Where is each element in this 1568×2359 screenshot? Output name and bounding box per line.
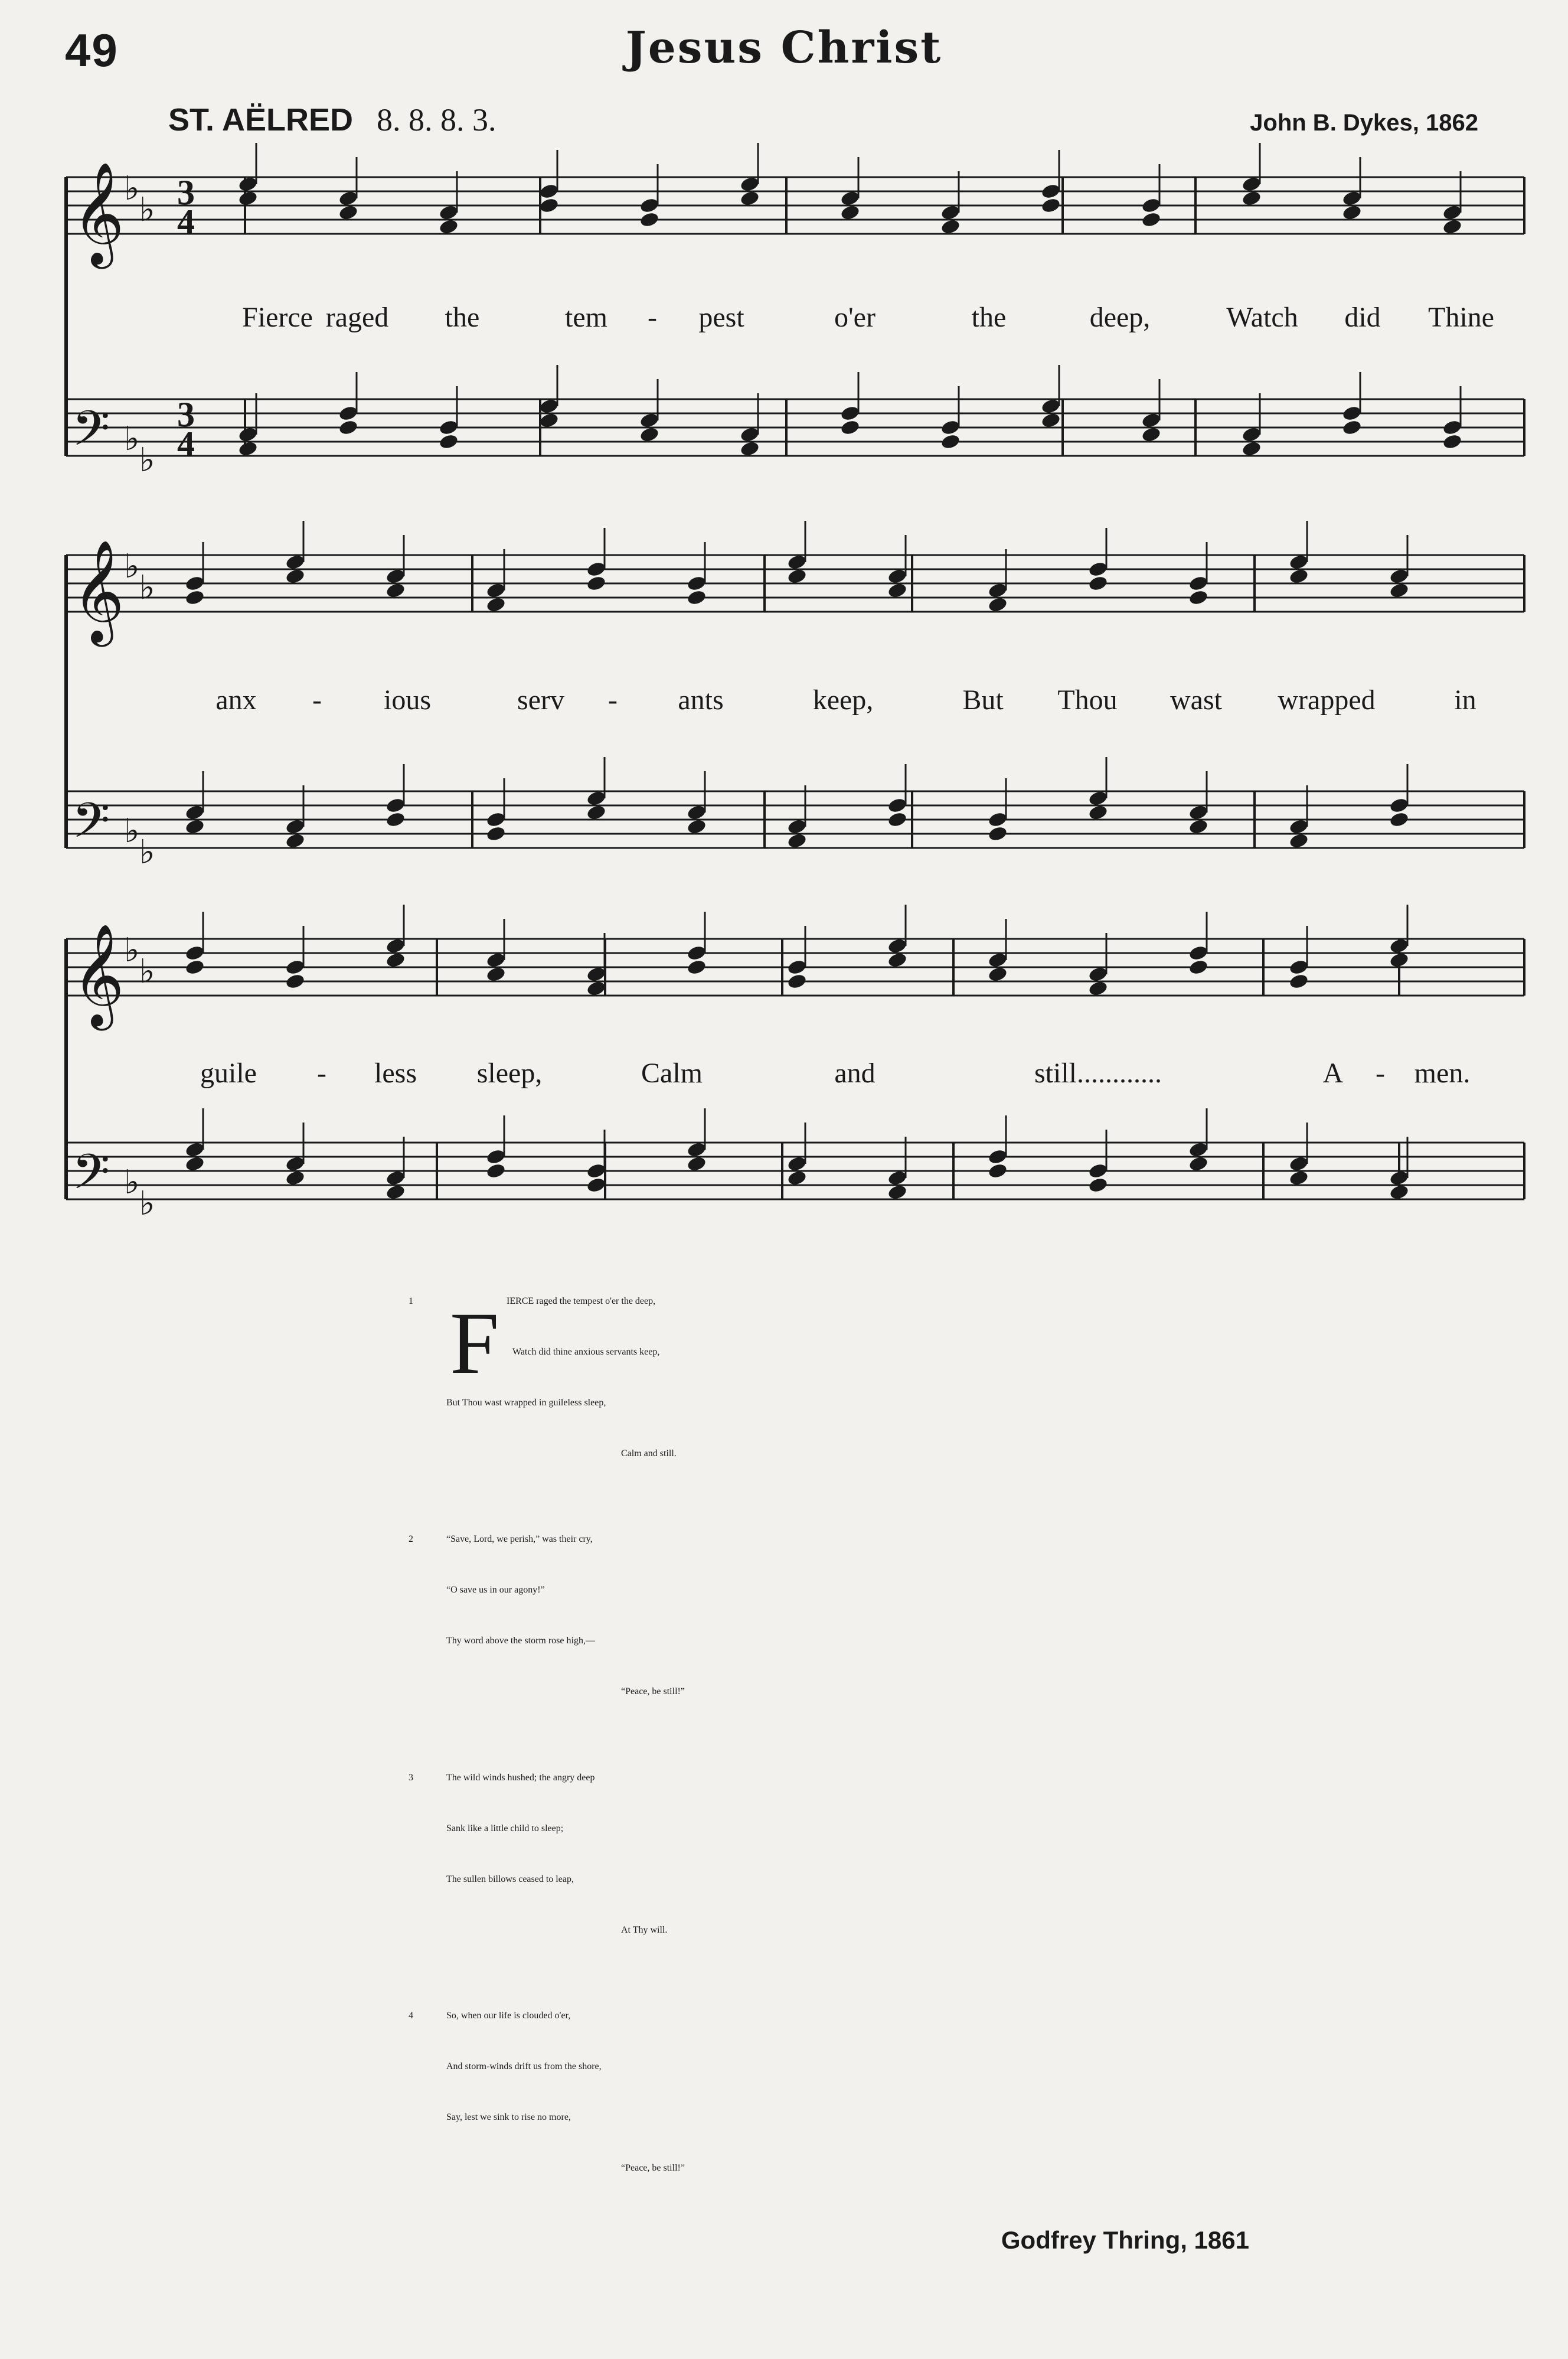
notehead: [285, 958, 305, 975]
notehead: [1389, 811, 1409, 828]
notehead: [1141, 412, 1161, 429]
verse-line: But Thou wast wrapped in guileless sleep,: [446, 1398, 606, 1408]
notehead: [586, 804, 606, 821]
notehead: [1341, 404, 1362, 422]
lyric-syllable: did: [1344, 302, 1381, 333]
flat-sign: ♭: [124, 1163, 140, 1202]
notehead: [1188, 575, 1208, 592]
notehead: [940, 419, 961, 436]
verse-line: Thy word above the storm rose high,—: [446, 1636, 595, 1646]
notehead: [485, 811, 506, 828]
notehead: [285, 973, 305, 990]
lyric-syllable: Watch: [1226, 302, 1298, 333]
notehead: [940, 204, 961, 221]
lyric-syllable: -: [648, 302, 657, 333]
notehead: [1389, 937, 1409, 954]
notehead: [1288, 1169, 1309, 1186]
notehead: [1040, 197, 1061, 214]
notehead: [184, 818, 205, 835]
flat-sign: ♭: [139, 1185, 155, 1223]
notehead: [686, 1141, 707, 1158]
notehead: [786, 567, 807, 585]
notehead: [237, 426, 258, 443]
notehead: [385, 582, 406, 599]
lyric-syllable: ants: [678, 684, 724, 716]
notehead: [184, 958, 205, 975]
notehead: [739, 426, 760, 443]
notehead: [686, 804, 707, 821]
notehead: [940, 433, 961, 450]
notehead: [739, 190, 760, 207]
notehead: [538, 182, 559, 200]
notehead: [285, 832, 305, 849]
notehead: [1141, 211, 1161, 228]
hymn-number: 49: [65, 24, 119, 76]
flat-sign: ♭: [124, 169, 140, 208]
notehead: [1040, 182, 1061, 200]
notehead: [786, 553, 807, 570]
notehead: [1341, 419, 1362, 436]
notehead: [987, 1148, 1008, 1165]
notehead: [987, 965, 1008, 983]
text-author: Godfrey Thring, 1861: [1001, 2226, 1249, 2254]
notehead: [739, 440, 760, 457]
verse-line: “Peace, be still!”: [621, 1686, 685, 1696]
lyric-syllable: o'er: [834, 302, 876, 333]
notehead: [639, 211, 659, 228]
lyric-row-2: [0, 684, 1568, 719]
notehead: [538, 412, 559, 429]
notehead: [285, 553, 305, 570]
treble-clef: 𝄞: [72, 540, 125, 642]
verse-line: Watch did thine anxious servants keep,: [512, 1347, 660, 1357]
lyric-syllable: pest: [698, 302, 744, 333]
notehead: [1241, 190, 1262, 207]
flat-sign: ♭: [139, 833, 155, 872]
notehead: [1288, 1155, 1309, 1172]
notehead: [1442, 218, 1462, 235]
verse-line: “O save us in our agony!”: [446, 1585, 545, 1595]
notehead: [385, 1183, 406, 1200]
stanza-number: 2: [409, 1534, 413, 1544]
lyric-syllable: wrapped: [1278, 684, 1376, 716]
lyric-syllable: still............: [1034, 1058, 1162, 1089]
notehead: [887, 582, 907, 599]
tune-name: ST. AËLRED: [168, 102, 354, 138]
flat-sign: ♭: [139, 952, 155, 991]
flat-sign: ♭: [139, 191, 155, 229]
notehead: [338, 404, 358, 422]
notehead: [184, 944, 205, 961]
verse-line: Sank like a little child to sleep;: [446, 1823, 564, 1833]
notehead: [385, 567, 406, 585]
notehead: [987, 811, 1008, 828]
notehead: [1087, 804, 1108, 821]
notehead: [1141, 197, 1161, 214]
bass-clef: 𝄢: [72, 792, 110, 861]
flat-sign: ♭: [124, 931, 140, 970]
lyric-syllable: in: [1454, 684, 1476, 716]
notehead: [1087, 980, 1108, 997]
time-signature-bottom: 4: [177, 425, 195, 464]
notehead: [887, 567, 907, 585]
notehead: [538, 397, 559, 415]
notehead: [385, 797, 406, 814]
notehead: [1442, 204, 1462, 221]
verse-line: “Peace, be still!”: [621, 2163, 685, 2173]
bass-clef: 𝄢: [72, 400, 110, 469]
lyric-syllable: Thou: [1057, 684, 1118, 716]
notehead: [686, 589, 707, 606]
notehead: [485, 582, 506, 599]
notehead: [639, 426, 659, 443]
notehead: [1341, 190, 1362, 207]
notehead: [385, 951, 406, 968]
notehead: [1087, 1162, 1108, 1179]
notehead: [1241, 426, 1262, 443]
notehead: [786, 1169, 807, 1186]
lyric-syllable: raged: [325, 302, 389, 333]
notehead: [887, 811, 907, 828]
notehead: [1241, 440, 1262, 457]
notehead: [739, 175, 760, 192]
lyric-row-1: [0, 301, 1568, 337]
verse-line: The wild winds hushed; the angry deep: [446, 1773, 595, 1783]
notehead: [485, 825, 506, 842]
notehead: [338, 419, 358, 436]
notehead: [338, 204, 358, 221]
verse-line: So, when our life is clouded o'er,: [446, 2011, 571, 2021]
lyric-syllable: sleep,: [476, 1058, 543, 1089]
notehead: [184, 589, 205, 606]
notehead: [485, 1162, 506, 1179]
notehead: [586, 980, 606, 997]
lyric-syllable: But: [962, 684, 1004, 716]
notehead: [686, 944, 707, 961]
lyric-syllable: A: [1322, 1058, 1344, 1089]
lyric-syllable: and: [834, 1058, 876, 1089]
notehead: [1389, 797, 1409, 814]
notehead: [285, 1155, 305, 1172]
notehead: [1087, 575, 1108, 592]
notehead: [987, 825, 1008, 842]
notehead: [385, 811, 406, 828]
notehead: [237, 190, 258, 207]
notehead: [987, 1162, 1008, 1179]
notehead: [1040, 412, 1061, 429]
notehead: [485, 965, 506, 983]
notehead: [786, 973, 807, 990]
notehead: [686, 575, 707, 592]
section-title: Jesus Christ: [625, 22, 943, 73]
notehead: [385, 1169, 406, 1186]
lyric-syllable: -: [608, 684, 618, 716]
lyric-syllable: the: [971, 302, 1007, 333]
drop-cap: F: [450, 1294, 499, 1392]
notehead: [839, 190, 860, 207]
notehead: [285, 567, 305, 585]
notehead: [538, 197, 559, 214]
notehead: [1188, 1141, 1208, 1158]
notehead: [184, 1155, 205, 1172]
flat-sign: ♭: [124, 812, 140, 850]
meter: 8. 8. 8. 3.: [377, 102, 496, 138]
verse-line: “Save, Lord, we perish,” was their cry,: [446, 1534, 593, 1544]
notehead: [438, 419, 459, 436]
notehead: [1341, 204, 1362, 221]
notehead: [839, 404, 860, 422]
lyric-syllable: anx: [215, 684, 257, 716]
notehead: [686, 1155, 707, 1172]
lyric-syllable: serv: [517, 684, 564, 716]
stanza-number: 1: [409, 1296, 413, 1306]
notehead: [1288, 832, 1309, 849]
lyric-row-3: [0, 1057, 1568, 1092]
notehead: [1188, 1155, 1208, 1172]
lyric-syllable: -: [317, 1058, 326, 1089]
verse-line: Calm and still.: [621, 1448, 677, 1459]
notehead: [586, 575, 606, 592]
notehead: [1288, 958, 1309, 975]
verse-line: Say, lest we sink to rise no more,: [446, 2112, 571, 2122]
notehead: [887, 937, 907, 954]
notehead: [586, 965, 606, 983]
notehead: [940, 218, 961, 235]
flat-sign: ♭: [124, 420, 140, 458]
notehead: [285, 818, 305, 835]
notehead: [1389, 582, 1409, 599]
notehead: [438, 218, 459, 235]
lyric-syllable: keep,: [812, 684, 874, 716]
notehead: [237, 175, 258, 192]
lyric-syllable: the: [445, 302, 480, 333]
verse-line: And storm-winds drift us from the shore,: [446, 2061, 602, 2071]
flat-sign: ♭: [139, 441, 155, 479]
notehead: [1188, 804, 1208, 821]
notehead: [987, 951, 1008, 968]
notehead: [1288, 818, 1309, 835]
notehead: [438, 204, 459, 221]
notehead: [184, 1141, 205, 1158]
lyric-syllable: -: [312, 684, 322, 716]
notehead: [786, 832, 807, 849]
notehead: [987, 596, 1008, 613]
notehead: [1188, 958, 1208, 975]
treble-clef: 𝄞: [72, 162, 125, 265]
notehead: [786, 958, 807, 975]
notehead: [1288, 567, 1309, 585]
stanza-number: 4: [409, 2011, 413, 2021]
notehead: [639, 412, 659, 429]
verse-line: IERCE raged the tempest o'er the deep,: [507, 1296, 656, 1306]
notehead: [184, 804, 205, 821]
stanza-number: 3: [409, 1773, 413, 1783]
lyric-syllable: wast: [1170, 684, 1222, 716]
notehead: [1087, 789, 1108, 807]
notehead: [786, 1155, 807, 1172]
lyric-syllable: men.: [1414, 1058, 1471, 1089]
notehead: [438, 433, 459, 450]
notehead: [639, 197, 659, 214]
notehead: [839, 204, 860, 221]
verse-line: At Thy will.: [621, 1925, 668, 1935]
verse-line: The sullen billows ceased to leap,: [446, 1874, 574, 1884]
notehead: [586, 789, 606, 807]
notehead: [1288, 973, 1309, 990]
notehead: [485, 596, 506, 613]
lyric-syllable: -: [1376, 1058, 1385, 1089]
notehead: [586, 1162, 606, 1179]
notehead: [1141, 426, 1161, 443]
notehead: [686, 818, 707, 835]
notehead: [1442, 419, 1462, 436]
notehead: [1389, 951, 1409, 968]
notehead: [485, 951, 506, 968]
notehead: [586, 1176, 606, 1193]
notehead: [1188, 818, 1208, 835]
notehead: [1241, 175, 1262, 192]
notehead: [1389, 567, 1409, 585]
notehead: [786, 818, 807, 835]
notehead: [1188, 944, 1208, 961]
flat-sign: ♭: [124, 547, 140, 586]
notehead: [1087, 965, 1108, 983]
notehead: [1389, 1183, 1409, 1200]
notehead: [485, 1148, 506, 1165]
time-signature-bottom: 4: [177, 203, 195, 242]
notehead: [184, 575, 205, 592]
notehead: [1188, 589, 1208, 606]
notehead: [1288, 553, 1309, 570]
notehead: [338, 190, 358, 207]
lyric-syllable: ious: [383, 684, 432, 716]
notehead: [887, 797, 907, 814]
notehead: [285, 1169, 305, 1186]
lyric-syllable: guile: [200, 1058, 257, 1089]
notehead: [839, 419, 860, 436]
notehead: [586, 560, 606, 577]
notehead: [1087, 560, 1108, 577]
notehead: [887, 1183, 907, 1200]
lyric-syllable: tem: [565, 302, 607, 333]
notehead: [1389, 1169, 1409, 1186]
notehead: [1442, 433, 1462, 450]
bass-clef: 𝄢: [72, 1143, 110, 1212]
notehead: [385, 937, 406, 954]
notehead: [237, 440, 258, 457]
lyric-syllable: Fierce: [242, 302, 313, 333]
notehead: [987, 582, 1008, 599]
notehead: [887, 1169, 907, 1186]
lyric-syllable: deep,: [1089, 302, 1151, 333]
notehead: [887, 951, 907, 968]
composer-credit: John B. Dykes, 1862: [1250, 110, 1478, 136]
time-signature-top: 3: [177, 395, 195, 434]
lyric-syllable: less: [374, 1058, 417, 1089]
notehead: [1040, 397, 1061, 415]
flat-sign: ♭: [139, 569, 155, 607]
notehead: [686, 958, 707, 975]
treble-clef: 𝄞: [72, 924, 125, 1026]
lyric-syllable: Calm: [641, 1058, 703, 1089]
lyric-syllable: Thine: [1428, 302, 1494, 333]
time-signature-top: 3: [177, 173, 195, 212]
notehead: [1087, 1176, 1108, 1193]
